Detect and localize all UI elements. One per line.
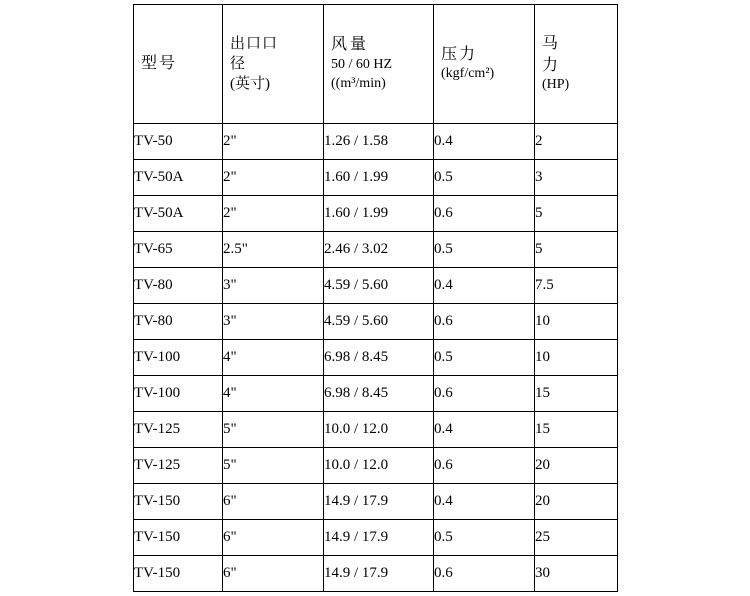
- column-header-model: 型号: [134, 5, 223, 124]
- cell-air-flow: 1.60 / 1.99: [324, 160, 434, 196]
- cell-model: TV-100: [134, 376, 223, 412]
- cell-pressure: 0.6: [434, 556, 535, 592]
- cell-outlet-diameter: 3": [223, 268, 324, 304]
- cell-power: 20: [535, 448, 618, 484]
- cell-air-flow: 10.0 / 12.0: [324, 412, 434, 448]
- table-row: [134, 304, 618, 340]
- cell-power: 2: [535, 124, 618, 160]
- cell-power: 3: [535, 160, 618, 196]
- cell-outlet-diameter: 6": [223, 484, 324, 520]
- column-header-pressure: 压力 (kgf/cm²): [434, 5, 535, 124]
- cell-model: TV-100: [134, 340, 223, 376]
- cell-power: 15: [535, 376, 618, 412]
- cell-pressure: 0.6: [434, 304, 535, 340]
- cell-pressure: 0.6: [434, 376, 535, 412]
- specification-table-wrapper: [133, 4, 617, 592]
- table-body: [134, 124, 618, 592]
- column-header-power: 马 力 (HP): [535, 5, 618, 124]
- cell-air-flow: 1.26 / 1.58: [324, 124, 434, 160]
- table-header: [134, 5, 618, 124]
- table-row: [134, 412, 618, 448]
- cell-model: TV-65: [134, 232, 223, 268]
- table-row: [134, 376, 618, 412]
- cell-air-flow: 10.0 / 12.0: [324, 448, 434, 484]
- cell-pressure: 0.4: [434, 124, 535, 160]
- table-row: [134, 196, 618, 232]
- cell-power: 10: [535, 340, 618, 376]
- cell-outlet-diameter: 5": [223, 448, 324, 484]
- cell-model: TV-150: [134, 556, 223, 592]
- cell-power: 20: [535, 484, 618, 520]
- cell-model: TV-150: [134, 484, 223, 520]
- cell-air-flow: 6.98 / 8.45: [324, 376, 434, 412]
- cell-outlet-diameter: 4": [223, 340, 324, 376]
- table-row: [134, 340, 618, 376]
- cell-model: TV-50: [134, 124, 223, 160]
- table-row: [134, 160, 618, 196]
- cell-outlet-diameter: 2": [223, 124, 324, 160]
- cell-outlet-diameter: 5": [223, 412, 324, 448]
- table-row: [134, 556, 618, 592]
- cell-power: 10: [535, 304, 618, 340]
- cell-outlet-diameter: 6": [223, 520, 324, 556]
- cell-power: 15: [535, 412, 618, 448]
- cell-pressure: 0.5: [434, 340, 535, 376]
- cell-model: TV-80: [134, 304, 223, 340]
- cell-air-flow: 6.98 / 8.45: [324, 340, 434, 376]
- cell-pressure: 0.5: [434, 232, 535, 268]
- cell-pressure: 0.4: [434, 412, 535, 448]
- cell-outlet-diameter: 6": [223, 556, 324, 592]
- table-row: [134, 232, 618, 268]
- cell-power: 30: [535, 556, 618, 592]
- cell-power: 5: [535, 232, 618, 268]
- cell-pressure: 0.6: [434, 196, 535, 232]
- column-header-air-flow: 风量 50 / 60 HZ ((m³/min): [324, 5, 434, 124]
- column-header-outlet-diameter: 出口口 径 (英寸): [223, 5, 324, 124]
- cell-model: TV-50A: [134, 196, 223, 232]
- cell-pressure: 0.6: [434, 448, 535, 484]
- cell-pressure: 0.5: [434, 160, 535, 196]
- table-row: [134, 520, 618, 556]
- cell-pressure: 0.4: [434, 268, 535, 304]
- cell-power: 25: [535, 520, 618, 556]
- cell-model: TV-125: [134, 412, 223, 448]
- cell-power: 5: [535, 196, 618, 232]
- cell-air-flow: 14.9 / 17.9: [324, 520, 434, 556]
- cell-outlet-diameter: 4": [223, 376, 324, 412]
- cell-power: 7.5: [535, 268, 618, 304]
- cell-air-flow: 2.46 / 3.02: [324, 232, 434, 268]
- cell-outlet-diameter: 2.5": [223, 232, 324, 268]
- table-row: [134, 448, 618, 484]
- cell-model: TV-80: [134, 268, 223, 304]
- table-row: [134, 268, 618, 304]
- cell-air-flow: 1.60 / 1.99: [324, 196, 434, 232]
- cell-air-flow: 4.59 / 5.60: [324, 268, 434, 304]
- cell-pressure: 0.4: [434, 484, 535, 520]
- cell-air-flow: 14.9 / 17.9: [324, 484, 434, 520]
- specification-table: [133, 4, 618, 592]
- table-header-row: [134, 5, 618, 124]
- cell-air-flow: 14.9 / 17.9: [324, 556, 434, 592]
- cell-model: TV-125: [134, 448, 223, 484]
- cell-outlet-diameter: 2": [223, 196, 324, 232]
- cell-air-flow: 4.59 / 5.60: [324, 304, 434, 340]
- cell-outlet-diameter: 3": [223, 304, 324, 340]
- cell-outlet-diameter: 2": [223, 160, 324, 196]
- cell-model: TV-50A: [134, 160, 223, 196]
- table-row: [134, 124, 618, 160]
- table-row: [134, 484, 618, 520]
- cell-model: TV-150: [134, 520, 223, 556]
- cell-pressure: 0.5: [434, 520, 535, 556]
